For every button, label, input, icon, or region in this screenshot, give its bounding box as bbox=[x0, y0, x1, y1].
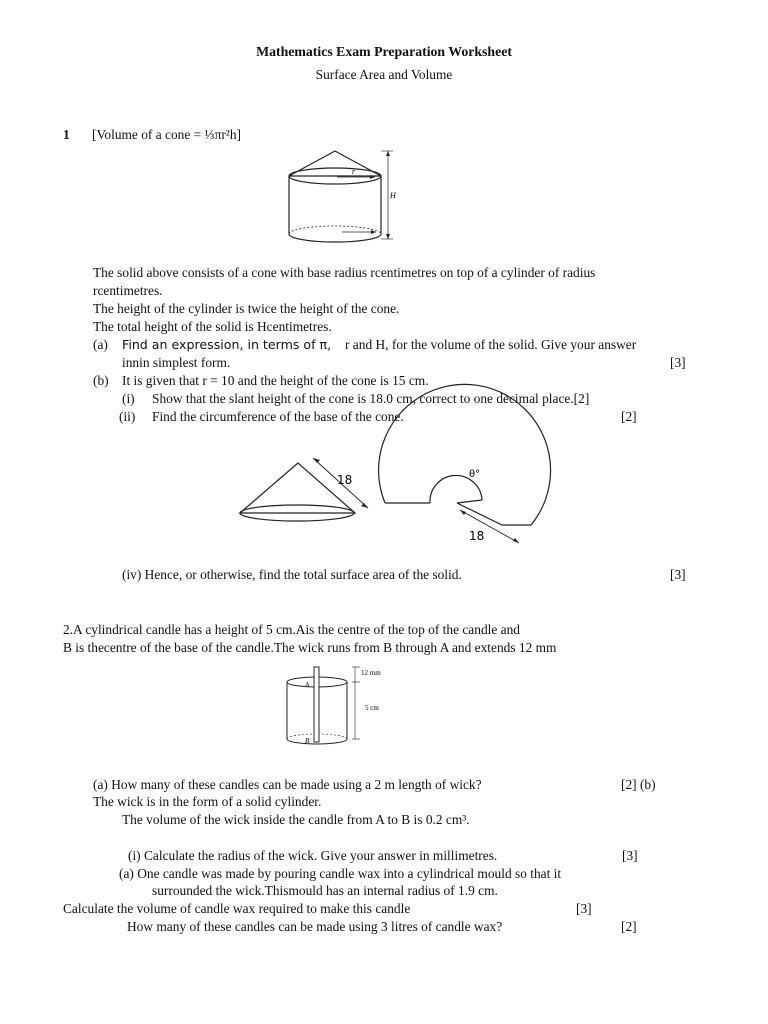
sector-radius-label: 18 bbox=[469, 529, 485, 543]
q1a-text-line-2: innin simplest form. bbox=[122, 355, 231, 370]
q2a-text: (a) How many of these candles can be made using a 2 m length of wick? bbox=[93, 777, 482, 792]
candle-figure bbox=[275, 664, 405, 746]
question-1-number: 1 bbox=[63, 127, 70, 142]
q1a-text-prefix: Find an expression, in terms of π, bbox=[122, 337, 332, 352]
q2-intro-line-2: B is thecentre of the base of the candle.The wick runs from B through A and extends 12 mm bbox=[63, 640, 557, 655]
cone-volume-formula: [Volume of a cone = ⅓πr²h] bbox=[92, 127, 241, 142]
q1a-text-suffix: r and H, for the volume of the solid. Give your answer bbox=[345, 337, 637, 352]
q1-intro-line-2: rcentimetres. bbox=[93, 283, 163, 298]
q2i-marks: [3] bbox=[622, 848, 638, 863]
q2-wick-line-1: The wick is in the form of a solid cylinder. bbox=[93, 794, 322, 809]
q1b-label: (b) bbox=[93, 373, 109, 388]
q1b-text: It is given that r = 10 and the height of the cone is 15 cm. bbox=[122, 373, 429, 388]
q1bii-text: Find the circumference of the base of the cone. bbox=[152, 409, 404, 424]
sector-angle-label: θ° bbox=[469, 469, 481, 480]
page-title: Mathematics Exam Preparation Worksheet bbox=[256, 44, 512, 59]
q1a-marks: [3] bbox=[670, 355, 686, 370]
cone-net-figure bbox=[235, 450, 545, 550]
wick-extension-label: 12 mm bbox=[361, 669, 381, 677]
q2i-text: (i) Calculate the radius of the wick. Give your answer in millimetres. bbox=[128, 848, 498, 863]
q2a-marks: [2] (b) bbox=[621, 777, 656, 792]
q1bii-label: (ii) bbox=[119, 409, 136, 424]
q2-intro-line-1: 2.A cylindrical candle has a height of 5 cm.Ais the centre of the top of the candle and bbox=[63, 622, 520, 637]
q2-litres-text: How many of these candles can be made using 3 litres of candle wax? bbox=[127, 919, 503, 934]
page-subtitle: Surface Area and Volume bbox=[315, 67, 453, 82]
radius-label: r bbox=[352, 167, 356, 176]
candle-height-label: 5 cm bbox=[365, 704, 379, 712]
q2-calc-text: Calculate the volume of candle wax required to make this candle bbox=[63, 901, 411, 916]
height-label: H bbox=[390, 191, 396, 200]
point-a-label: A bbox=[305, 681, 310, 689]
q1-intro-line-4: The total height of the solid is Hcentimetres. bbox=[93, 319, 332, 334]
q2-litres-marks: [2] bbox=[621, 919, 637, 934]
q1bi-label: (i) bbox=[122, 391, 135, 406]
q2-wick-line-2: The volume of the wick inside the candle from A to B is 0.2 cm³. bbox=[122, 812, 470, 827]
q2-mould-line-2: surrounded the wick.Thismould has an internal radius of 1.9 cm. bbox=[152, 883, 498, 898]
point-b-label: B bbox=[305, 737, 310, 745]
q1-intro-line-3: The height of the cylinder is twice the height of the cone. bbox=[93, 301, 400, 316]
q1biv-marks: [3] bbox=[670, 567, 686, 582]
q1biv-text: (iv) Hence, or otherwise, find the total surface area of the solid. bbox=[122, 567, 462, 582]
q2-mould-line-1: (a) One candle was made by pouring candle wax into a cylindrical mould so that it bbox=[119, 866, 562, 881]
q1a-label: (a) bbox=[93, 337, 108, 352]
q2-calc-marks: [3] bbox=[576, 901, 592, 916]
q1bi-text: Show that the slant height of the cone is 18.0 cm, correct to one decimal place.[2] bbox=[152, 391, 590, 406]
slant-height-label: 18 bbox=[337, 473, 353, 487]
q1-intro-line-1: The solid above consists of a cone with base radius rcentimetres on top of a cylinder of radius bbox=[93, 265, 596, 280]
q1bii-marks: [2] bbox=[621, 409, 637, 424]
cone-cylinder-figure bbox=[280, 148, 420, 248]
